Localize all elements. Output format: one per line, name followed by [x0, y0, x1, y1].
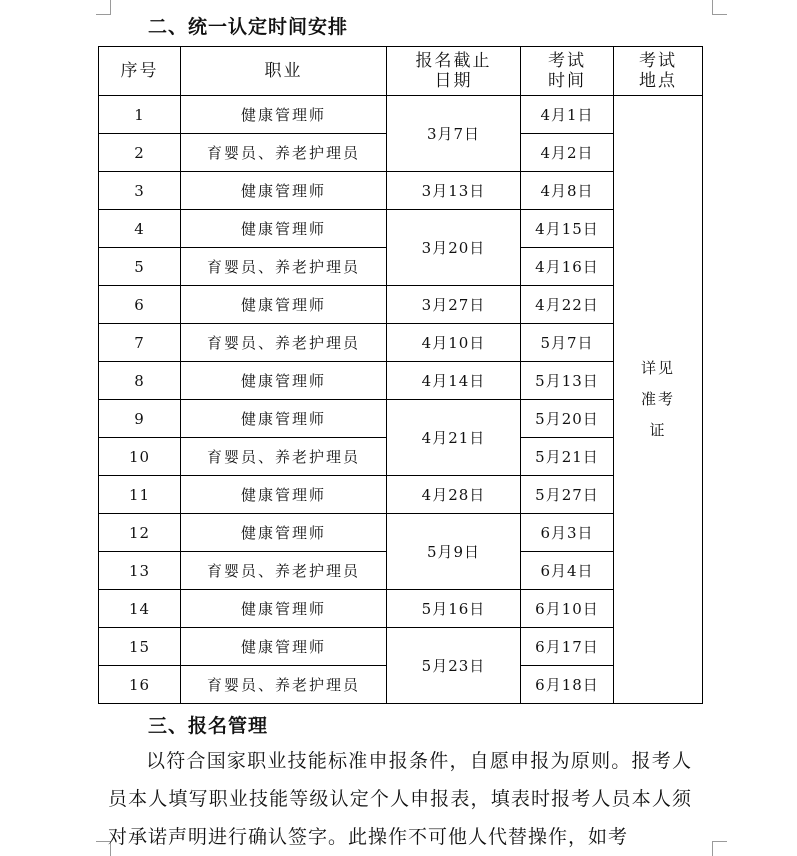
cell-registration-deadline: 5月16日	[387, 590, 521, 628]
cell-exam-time: 6月10日	[521, 590, 614, 628]
exam-schedule-table	[98, 46, 703, 704]
cell-serial-number: 16	[99, 666, 181, 704]
header-exam-time: 考试时间	[521, 47, 614, 96]
cell-exam-time: 6月4日	[521, 552, 614, 590]
cell-registration-deadline: 5月9日	[387, 514, 521, 590]
cell-occupation: 健康管理师	[181, 514, 387, 552]
registration-management-paragraph: 以符合国家职业技能标准申报条件，自愿申报为原则。报考人员本人填写职业技能等级认定个人申报表，填表时报考人员本人须对承诺声明进行确认签字。此操作不可他人代替操作，如考	[108, 750, 692, 848]
cell-exam-time: 4月16日	[521, 248, 614, 286]
cell-serial-number: 4	[99, 210, 181, 248]
cell-registration-deadline: 3月13日	[387, 172, 521, 210]
cell-serial-number: 11	[99, 476, 181, 514]
cell-occupation: 健康管理师	[181, 96, 387, 134]
cell-serial-number: 12	[99, 514, 181, 552]
cell-registration-deadline: 3月27日	[387, 286, 521, 324]
table-header-row	[99, 47, 703, 96]
cell-occupation: 健康管理师	[181, 172, 387, 210]
cell-registration-deadline: 4月21日	[387, 400, 521, 476]
cell-occupation: 健康管理师	[181, 286, 387, 324]
table-row	[99, 476, 703, 514]
cell-occupation: 健康管理师	[181, 476, 387, 514]
cell-exam-time: 5月27日	[521, 476, 614, 514]
cell-serial-number: 2	[99, 134, 181, 172]
header-serial-number: 序号	[99, 47, 181, 96]
cell-registration-deadline: 4月10日	[387, 324, 521, 362]
table-row	[99, 400, 703, 438]
cell-serial-number: 14	[99, 590, 181, 628]
cell-registration-deadline: 4月14日	[387, 362, 521, 400]
cell-exam-time: 5月13日	[521, 362, 614, 400]
table-row	[99, 172, 703, 210]
cell-serial-number: 5	[99, 248, 181, 286]
cell-occupation: 育婴员、养老护理员	[181, 248, 387, 286]
cell-exam-time: 6月3日	[521, 514, 614, 552]
cell-serial-number: 8	[99, 362, 181, 400]
page-corner-mark-bottom-right	[712, 841, 727, 856]
cell-occupation: 育婴员、养老护理员	[181, 324, 387, 362]
header-registration-deadline: 报名截止日期	[387, 47, 521, 96]
cell-serial-number: 9	[99, 400, 181, 438]
cell-occupation: 健康管理师	[181, 210, 387, 248]
section-2-heading: 二、统一认定时间安排	[148, 16, 349, 38]
cell-exam-time: 4月2日	[521, 134, 614, 172]
cell-serial-number: 3	[99, 172, 181, 210]
cell-registration-deadline: 3月20日	[387, 210, 521, 286]
cell-registration-deadline: 4月28日	[387, 476, 521, 514]
table-row	[99, 210, 703, 248]
cell-serial-number: 10	[99, 438, 181, 476]
cell-occupation: 健康管理师	[181, 628, 387, 666]
table-row	[99, 324, 703, 362]
cell-exam-time: 5月20日	[521, 400, 614, 438]
header-exam-location: 考试地点	[614, 47, 703, 96]
table-row	[99, 514, 703, 552]
cell-occupation: 育婴员、养老护理员	[181, 134, 387, 172]
cell-occupation: 健康管理师	[181, 590, 387, 628]
table-row	[99, 362, 703, 400]
cell-exam-time: 4月15日	[521, 210, 614, 248]
page-corner-mark-top-right	[712, 0, 727, 15]
table-row	[99, 590, 703, 628]
cell-occupation: 健康管理师	[181, 400, 387, 438]
cell-registration-deadline: 5月23日	[387, 628, 521, 704]
cell-exam-time: 4月8日	[521, 172, 614, 210]
cell-exam-time: 6月17日	[521, 628, 614, 666]
cell-occupation: 育婴员、养老护理员	[181, 552, 387, 590]
table-row	[99, 286, 703, 324]
cell-registration-deadline: 3月7日	[387, 96, 521, 172]
table-row	[99, 628, 703, 666]
cell-occupation: 育婴员、养老护理员	[181, 438, 387, 476]
cell-occupation: 健康管理师	[181, 362, 387, 400]
cell-exam-time: 4月22日	[521, 286, 614, 324]
cell-serial-number: 6	[99, 286, 181, 324]
cell-serial-number: 15	[99, 628, 181, 666]
cell-occupation: 育婴员、养老护理员	[181, 666, 387, 704]
cell-serial-number: 13	[99, 552, 181, 590]
section-3-heading: 三、报名管理	[148, 715, 269, 737]
table-row	[99, 96, 703, 134]
cell-serial-number: 1	[99, 96, 181, 134]
cell-serial-number: 7	[99, 324, 181, 362]
cell-exam-time: 5月21日	[521, 438, 614, 476]
page-corner-mark-top-left	[96, 0, 111, 15]
header-occupation: 职业	[181, 47, 387, 96]
cell-exam-location: 详见准考证	[614, 96, 703, 704]
cell-exam-time: 6月18日	[521, 666, 614, 704]
cell-exam-time: 4月1日	[521, 96, 614, 134]
cell-exam-time: 5月7日	[521, 324, 614, 362]
